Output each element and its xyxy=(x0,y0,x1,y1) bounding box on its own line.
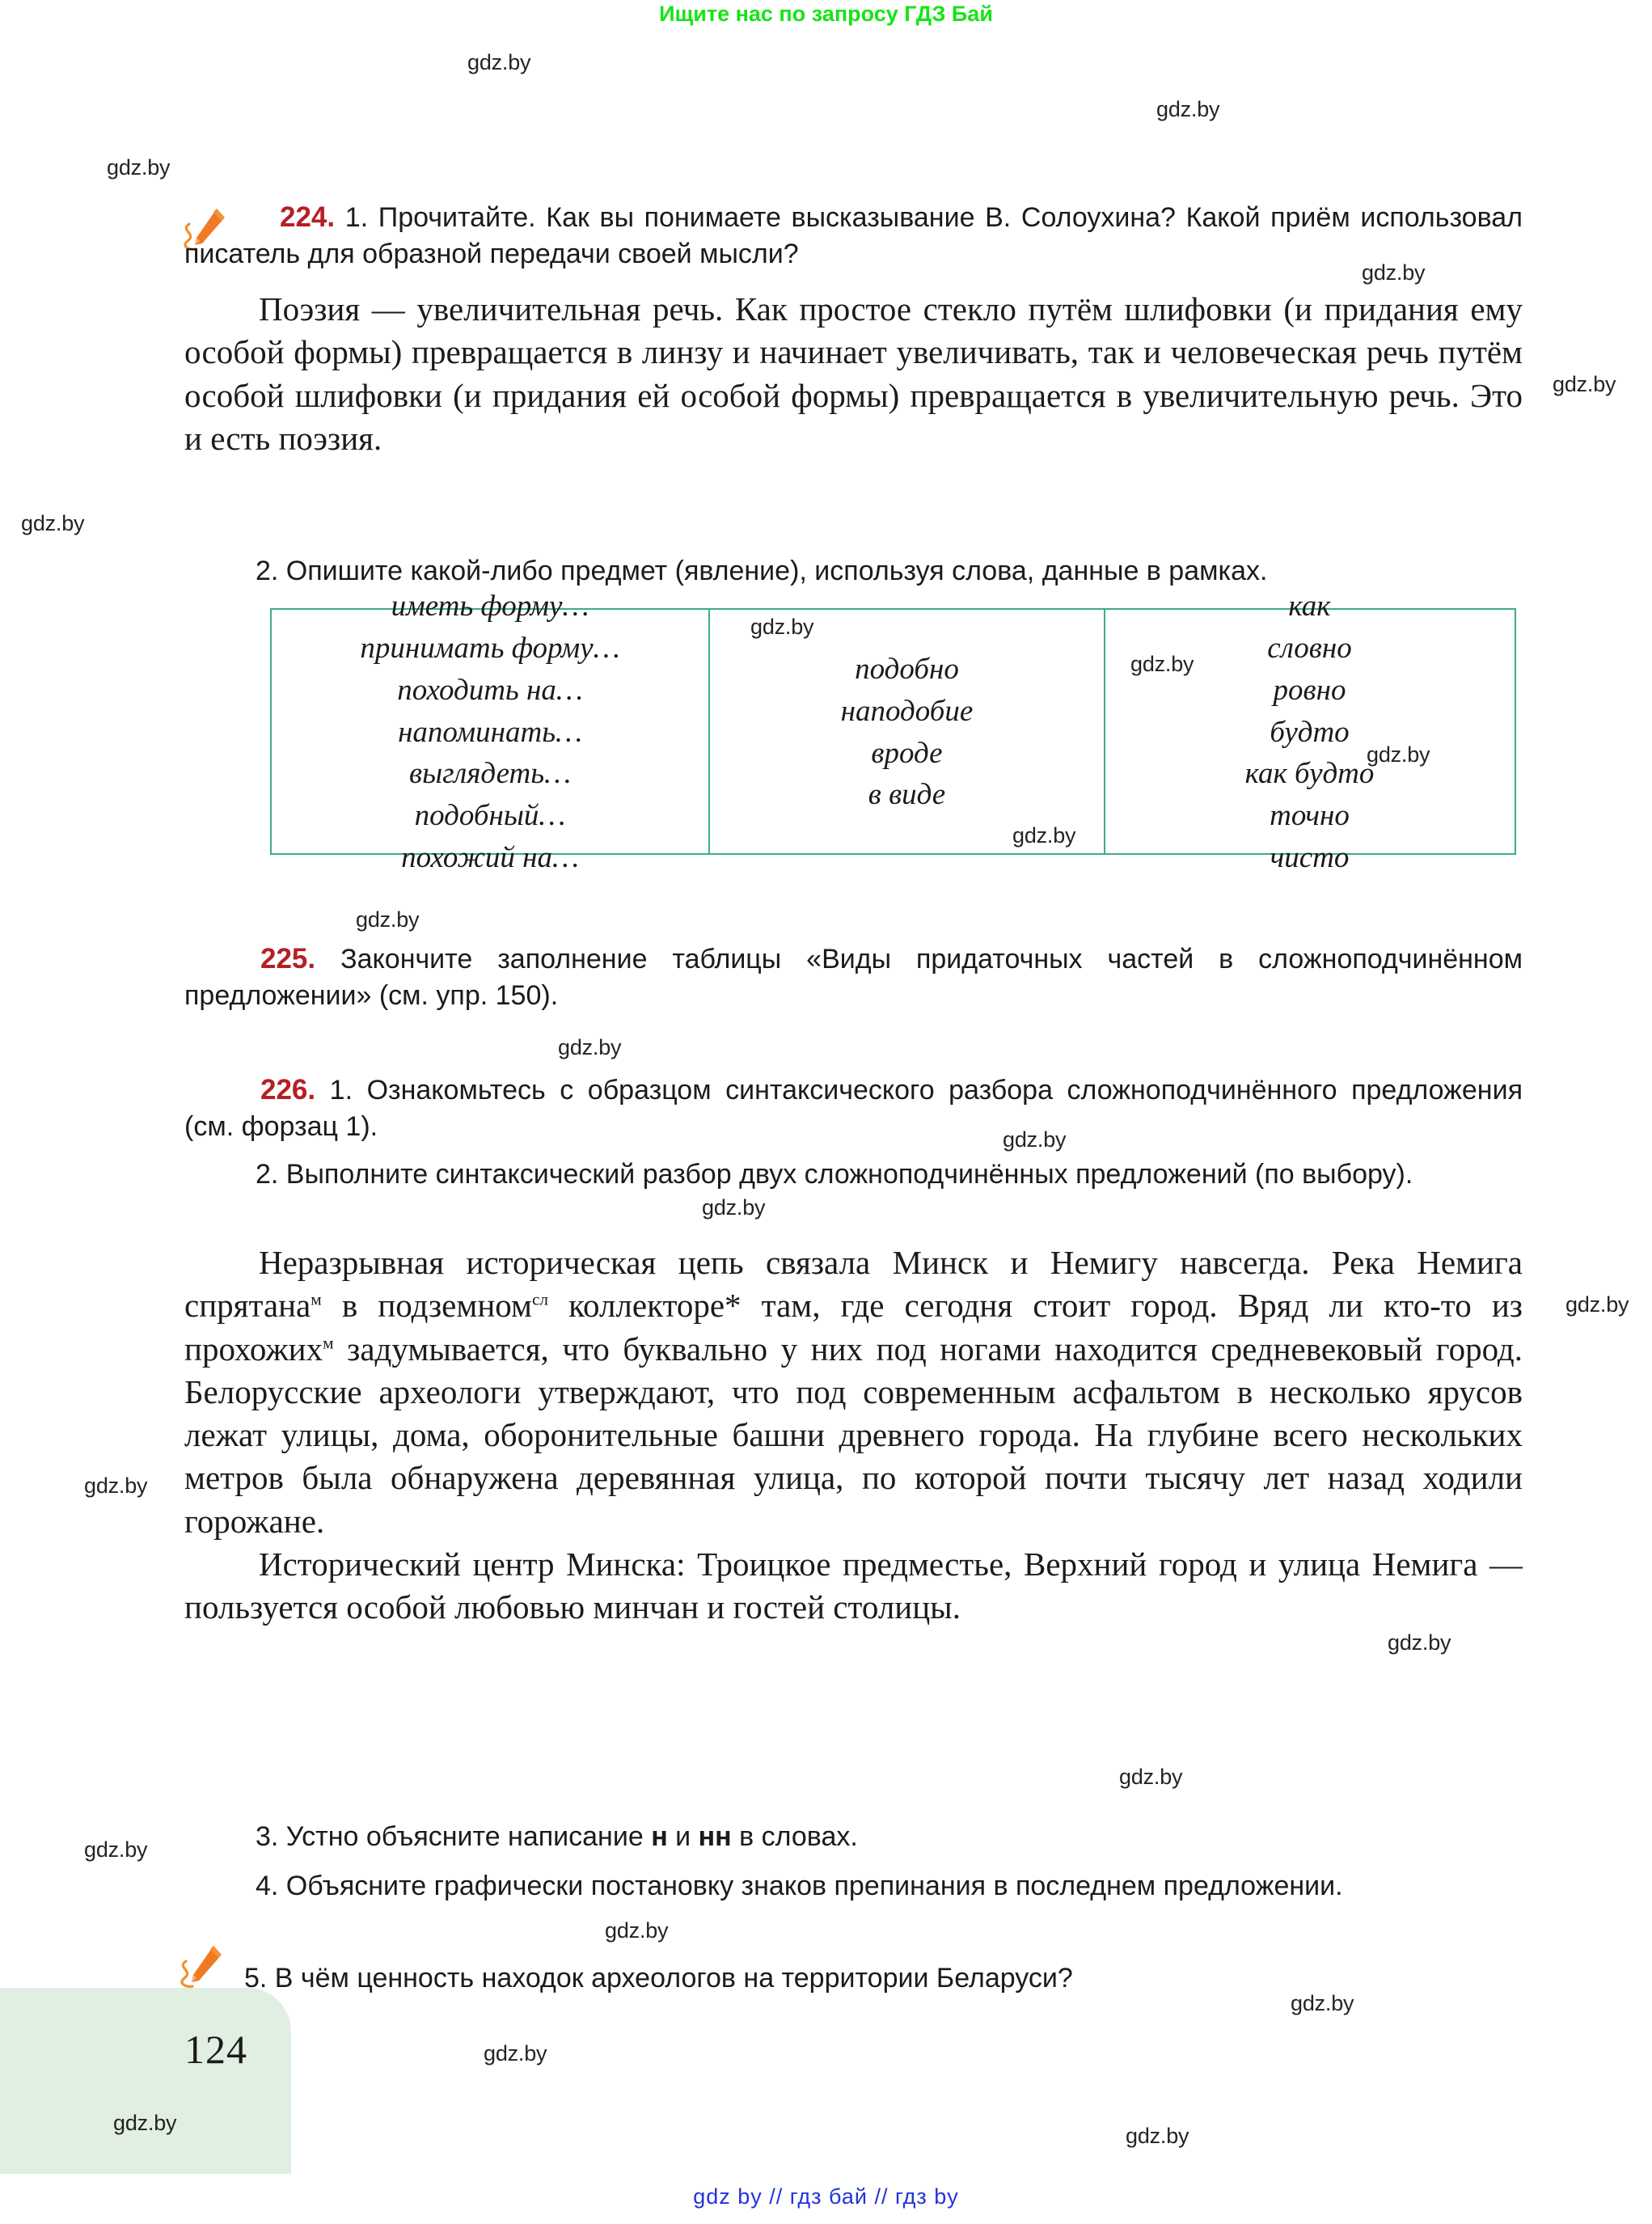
ex226-text-paragraph-2: Исторический центр Минска: Троицкое предместье, Верхний город и улица Немига — пользуется особой любовью минчан и гостей столицы. xyxy=(184,1545,1523,1626)
word-item: точно xyxy=(1270,799,1350,833)
page-number: 124 xyxy=(184,2027,247,2072)
task3-part-e: в словах. xyxy=(731,1821,858,1852)
watermark: gdz.by xyxy=(558,1035,622,1059)
ex225-task1-text: Закончите заполнение таблицы «Виды придаточных частей в сложноподчинённом предложении» (см. упр. 150). xyxy=(184,944,1523,1011)
ex225-number: 225. xyxy=(260,943,316,975)
watermark: gdz.by xyxy=(484,2041,547,2065)
letter-n: н xyxy=(651,1821,668,1852)
p1-part-a: Неразрывная историческая цепь связала Минск и Немигу навсегда. Река Немига спрятана xyxy=(184,1244,1523,1325)
watermark: gdz.by xyxy=(84,1837,148,1862)
ex224-quote: Поэзия — увеличительная речь. Как простое стекло путём шлифовки (и придания ему особой формы) превращается в линзу и начинает увеличивать, так и человеческая речь путём особой шлифовки (и придания ей особой формы) превращается в увеличительную речь. Это и есть поэзия. xyxy=(184,290,1523,457)
ex226-task4: 4. Объясните графически постановку знаков препинания в последнем предложении. xyxy=(256,1871,1343,1901)
morph-mark-sup: м xyxy=(323,1332,334,1352)
watermark: gdz.by xyxy=(107,155,171,180)
watermark: gdz.by xyxy=(1003,1127,1067,1152)
word-item: принимать форму… xyxy=(360,632,620,666)
word-item: вроде xyxy=(871,736,943,770)
ex226-text-paragraph-1 xyxy=(184,1241,1523,1543)
promo-banner: Ищите нас по запросу ГДЗ Бай xyxy=(659,2,993,26)
word-column-2 xyxy=(708,610,1104,853)
ex225-task1 xyxy=(184,941,1523,1013)
watermark: gdz.by xyxy=(1388,1630,1451,1655)
word-item: чисто xyxy=(1270,841,1350,874)
page-number-background xyxy=(0,1988,291,2174)
word-item: походить на… xyxy=(397,673,583,707)
watermark: gdz.by xyxy=(1156,97,1220,121)
ex224-task1 xyxy=(184,199,1523,272)
ex226-task2: 2. Выполните синтаксический разбор двух сложноподчинённых предложений (по выбору). xyxy=(256,1159,1413,1190)
word-item: подобный… xyxy=(414,799,566,833)
word-item: в виде xyxy=(868,778,946,812)
word-item: как xyxy=(1288,590,1331,624)
p1-part-b: в подземном xyxy=(321,1287,532,1325)
lexical-mark-sup: сл xyxy=(531,1289,549,1309)
watermark: gdz.by xyxy=(1565,1292,1629,1317)
task3-part-a: 3. Устно объясните написание xyxy=(256,1821,652,1852)
watermark: gdz.by xyxy=(84,1474,148,1498)
word-column-1 xyxy=(272,590,708,874)
ex226-task3 xyxy=(184,1819,1523,1854)
site-footer: gdz by // гдз бай // гдз by xyxy=(693,2184,959,2209)
watermark: gdz.by xyxy=(467,50,531,74)
word-frame-table xyxy=(270,590,1516,874)
word-item: словно xyxy=(1267,632,1352,666)
p1-part-d: задумывается, что буквально у них под ногами находится средневековый город. Белорусские археологи утверждают, что под современным асфальтом в несколько ярусов лежат улицы, дома, оборонительные башни древнего города. На глубине всего нескольких метров была обнаружена деревянная улица, по которой почти тысячу лет назад ходили горожане. xyxy=(184,1330,1523,1540)
p1-part-c: коллекторе* там, где сегодня стоит город. Вряд ли кто-то из прохожих xyxy=(184,1287,1523,1368)
word-item: наподобие xyxy=(840,694,974,728)
ex226-task1-text: 1. Ознакомьтесь с образцом синтаксического разбора сложноподчинённого предложения (см. форзац 1). xyxy=(184,1075,1523,1142)
ex224-task1-text: 1. Прочитайте. Как вы понимаете высказывание В. Солоухина? Какой приём использовал писатель для образной передачи своей мысли? xyxy=(184,202,1523,269)
word-item: будто xyxy=(1270,715,1350,749)
watermark: gdz.by xyxy=(1291,1991,1354,2015)
watermark: gdz.by xyxy=(605,1918,669,1943)
word-item: как будто xyxy=(1244,757,1375,791)
watermark: gdz.by xyxy=(1012,823,1076,848)
watermark: gdz.by xyxy=(750,615,814,639)
watermark: gdz.by xyxy=(702,1195,766,1220)
word-item: похожий на… xyxy=(401,841,579,874)
ex226-task1 xyxy=(184,1072,1523,1144)
watermark: gdz.by xyxy=(356,907,420,932)
watermark: gdz.by xyxy=(1126,2124,1189,2148)
watermark: gdz.by xyxy=(1362,260,1426,285)
ex224-number: 224. xyxy=(280,201,336,233)
ex226-number: 226. xyxy=(260,1074,316,1106)
task3-part-c: и xyxy=(667,1821,699,1852)
ex224-task2: 2. Опишите какой-либо предмет (явление), используя слова, данные в рамках. xyxy=(256,556,1268,586)
ex226-task5: 5. В чём ценность находок археологов на территории Беларуси? xyxy=(244,1963,1073,1994)
watermark: gdz.by xyxy=(1119,1765,1183,1789)
watermark: gdz.by xyxy=(1367,742,1430,767)
word-item: выглядеть… xyxy=(409,757,571,791)
word-item: подобно xyxy=(855,652,959,686)
watermark: gdz.by xyxy=(113,2111,177,2135)
morph-mark-sup: м xyxy=(311,1289,322,1309)
word-item: ровно xyxy=(1273,673,1346,707)
watermark: gdz.by xyxy=(1130,652,1194,676)
word-item: иметь форму… xyxy=(391,590,589,624)
letter-nn: нн xyxy=(698,1821,732,1852)
word-column-3 xyxy=(1104,590,1514,874)
word-item: напоминать… xyxy=(398,715,582,749)
watermark: gdz.by xyxy=(21,511,85,535)
watermark: gdz.by xyxy=(1553,372,1616,396)
